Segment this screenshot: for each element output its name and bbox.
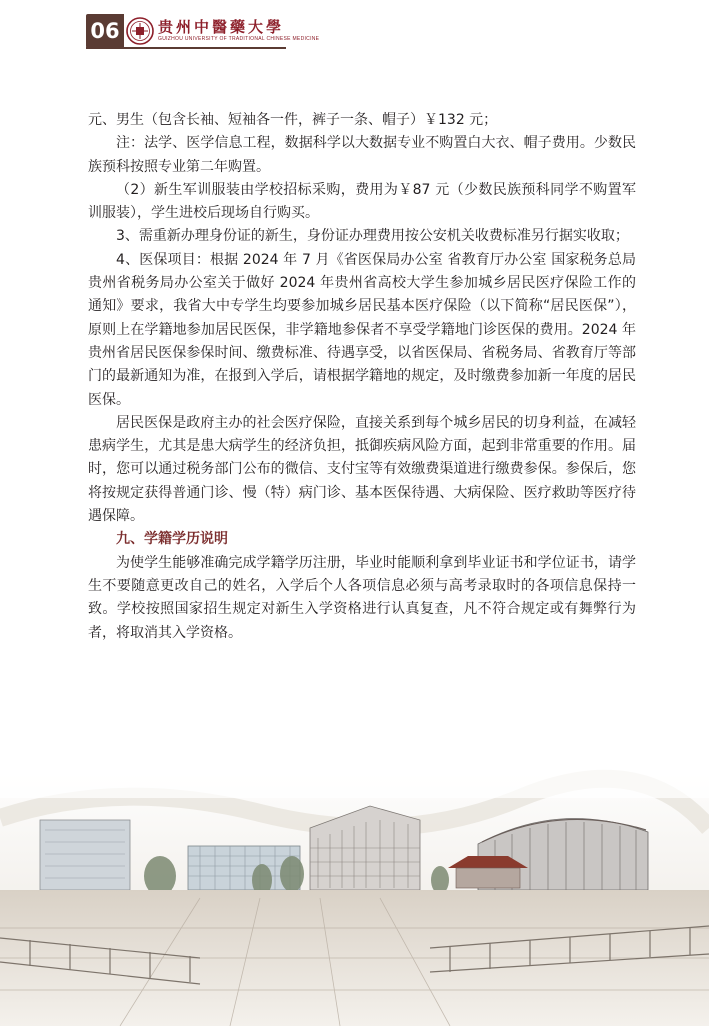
paragraph-uniform-price: 元、男生（包含长袖、短袖各一件，裤子一条、帽子）￥132 元； bbox=[88, 112, 498, 128]
paragraph-military-uniform: （2）新生军训服装由学校招标采购，费用为￥87 元（少数民族预科同学不购置军训服装），学生进校后现场自行购买。 bbox=[88, 181, 636, 222]
document-body bbox=[88, 109, 636, 645]
paragraph-note: 注：法学、医学信息工程，数据科学以大数据专业不购置白大衣、帽子费用。少数民族预科按照专业第二年购置。 bbox=[88, 135, 636, 175]
paragraph-id-card: 3、需重新办理身份证的新生，身份证办理费用按公安机关收费标准另行据实收取； bbox=[116, 228, 629, 245]
school-name-english: GUIZHOU UNIVERSITY OF TRADITIONAL CHINESE MEDICINE bbox=[158, 36, 320, 42]
page-header bbox=[0, 0, 709, 60]
section-heading: 九、学籍学历说明 bbox=[116, 531, 228, 548]
paragraph-registration: 为使学生能够准确完成学籍学历注册，毕业时能顺利拿到毕业证书和学位证书，请学生不要随意更改自己的姓名，入学后个人各项信息必须与高考录取时的各项信息保持一致。学校按照国家招生规定对新生入学资格进行认真复查，凡不符合规定或有舞弊行为者，将取消其入学资格。 bbox=[88, 554, 636, 641]
campus-illustration bbox=[0, 758, 709, 1026]
page-number: 06 bbox=[86, 14, 124, 48]
paragraph-medical-insurance: 4、医保项目：根据 2024 年 7 月《省医保局办公室 省教育厅办公室 国家税务总局贵州省税务局办公室关于做好 2024 年贵州省高校大学生参加城乡居民医疗保险工作的通知》要求，我省大中专学生均要参加城乡居民基本医疗保险（以下简称“居民医保”），原则上在学籍地参加居民医保，非学籍地参保者不享受学籍地门诊医保的费用。2024 年贵州省居民医保参保时间、缴费标准、待遇享受，以省医保局、省税务局、省教育厅等部门的最新通知为准，在报到入学后，请根据学籍地的规定，及时缴费参加新一年度的居民医保。 bbox=[88, 251, 636, 408]
paragraph-insurance-benefits: 居民医保是政府主办的社会医疗保险，直接关系到每个城乡居民的切身利益，在减轻患病学生，尤其是患大病学生的经济负担，抵御疾病风险方面，起到非常重要的作用。届时，您可以通过税务部门公布的微信、支付宝等有效缴费渠道进行缴费参保。参保后，您将按规定获得普通门诊、慢（特）病门诊、基本医保待遇、大病保险、医疗救助等医疗待遇保障。 bbox=[88, 414, 636, 525]
university-seal-icon bbox=[126, 17, 154, 45]
school-name: 贵州中醫藥大學 bbox=[158, 18, 285, 36]
header-divider bbox=[86, 47, 286, 49]
